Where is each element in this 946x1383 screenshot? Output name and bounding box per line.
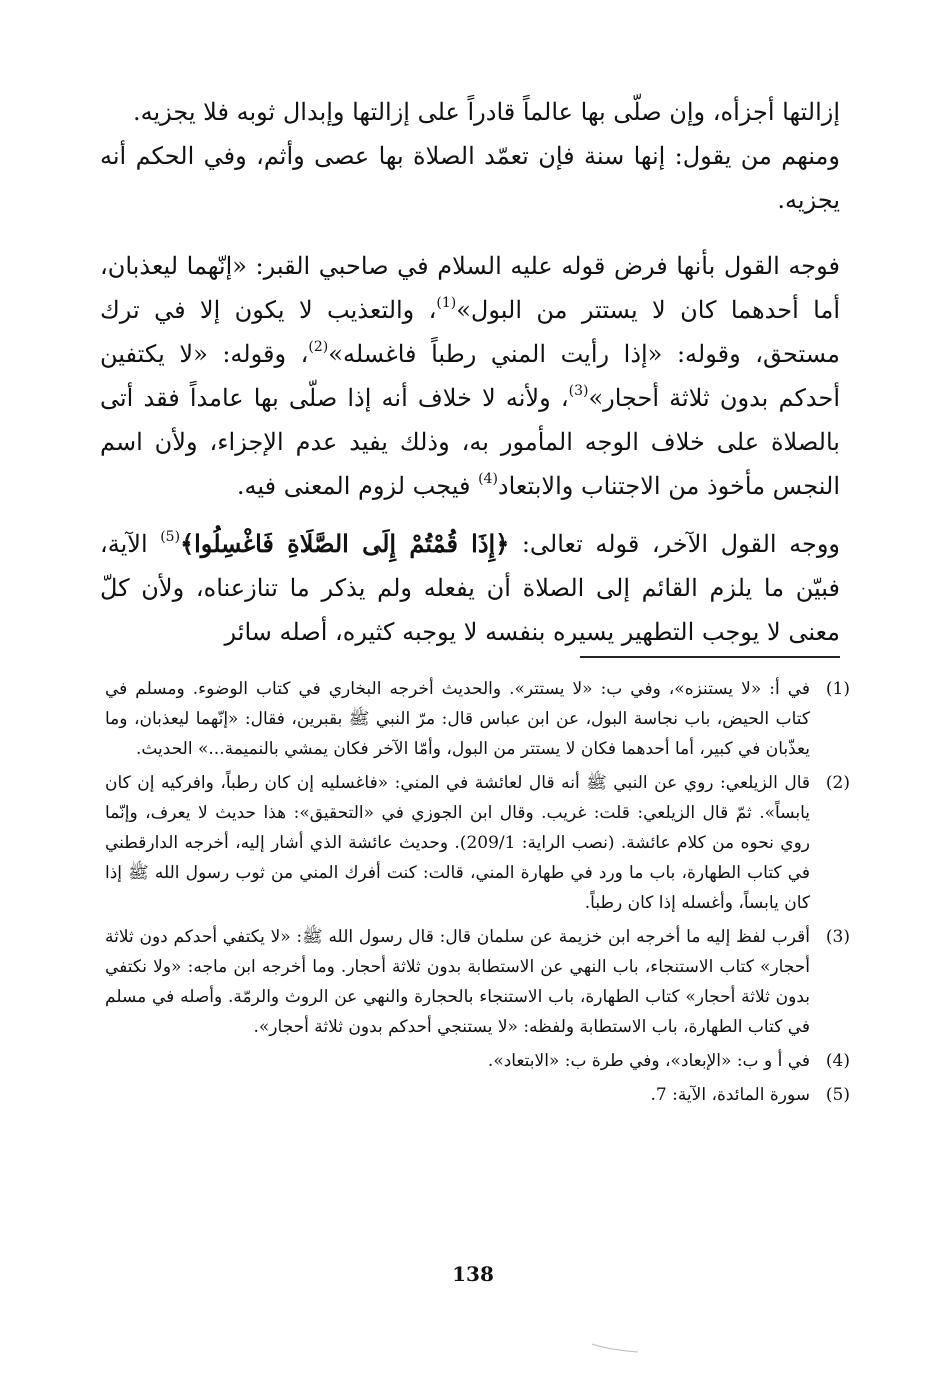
footnote-4 [105, 1046, 850, 1076]
paragraph-4-part-b: الآية، فبيّن ما يلزم القائم إلى الصلاة أن يفعله ولم يذكر ما تنازعناه، ولأن كلّ معنى لا يوجب التطهير يسيره بنفسه لا يوجبه كثيره، أصله سائر [100, 530, 840, 646]
paragraph-2-text: ومنهم من يقول: إنها سنة فإن تعمّد الصلاة بها عصى وأثم، وفي الحكم أنه يجزيه. [100, 142, 840, 214]
footnote-text: أقرب لفظ إليه ما أخرجه ابن خزيمة عن سلمان قال: قال رسول الله ﷺ: «لا يكتفي أحدكم دون ثلاثة أحجار» كتاب الاستنجاء، باب النهي عن الاستطابة بدون ثلاثة أحجار. وما أخرجه ابن ماجه: «ولا نكتفي بدون ثلاثة أحجار» كتاب الطهارة، باب الاستنجاء بالحجارة والنهي عن الروث والرمّة. وأصله في مسلم في كتاب الطهارة، باب الاستطابة ولفظه: «لا يستنجي أحدكم بدون ثلاثة أحجار». [105, 927, 810, 1037]
footnote-ref-1[interactable]: (1) [436, 295, 457, 311]
footnote-number: (3) [825, 927, 850, 947]
footnote-ref-2[interactable]: (2) [308, 339, 329, 355]
footnote-5 [105, 1080, 850, 1110]
paragraph-3-part-d: ، ولأنه لا خلاف أنه إذا صلّى بها عامداً فقد أتى بالصلاة على خلاف الوجه المأمور به، وذلك يفيد عدم الإجزاء، ولأن اسم النجس مأخوذ من الاجتناب والابتعاد [100, 384, 840, 500]
footnote-ref-3[interactable]: (3) [568, 383, 589, 399]
footnotes [105, 674, 850, 1114]
main-text [100, 90, 840, 654]
footnote-divider [580, 656, 840, 658]
footnote-text: سورة المائدة، الآية: 7. [650, 1085, 810, 1105]
footnote-text: في أ: «لا يستنزه»، وفي ب: «لا يستتر». والحديث أخرجه البخاري في كتاب الوضوء. ومسلم في كتاب الحيض، باب نجاسة البول، عن ابن عباس قال: مرّ النبي ﷺ بقبرين، فقال: «إنّهما ليعذبان، وما يعذّبان في كبير، أما أحدهما فكان لا يستتر من البول، وأمّا الآخر فكان يمشي بالنميمة...» الحديث. [105, 679, 810, 759]
scan-artifact [590, 1340, 640, 1354]
paragraph-3-part-c: ، وقوله: «لا يكتفين أحدكم بدون ثلاثة أحجار» [100, 340, 840, 412]
footnote-ref-5[interactable]: (5) [160, 529, 181, 545]
footnote-number: (4) [825, 1051, 850, 1071]
paragraph-3-part-e: فيجب لزوم المعنى فيه. [236, 472, 479, 500]
footnote-2 [105, 768, 850, 918]
footnote-number: (5) [825, 1085, 850, 1105]
footnote-number: (2) [825, 773, 850, 793]
paragraph-1-text: إزالتها أجزأه، وإن صلّى بها عالماً قادراً على إزالتها وإبدال ثوبه فلا يجزيه. [132, 98, 840, 126]
paragraph-3 [100, 244, 840, 508]
paragraph-4-part-a: ووجه القول الآخر، قوله تعالى: [509, 530, 841, 558]
footnote-ref-4[interactable]: (4) [478, 471, 498, 487]
quran-verse: ﴿إِذَا قُمْتُمْ إِلَى الصَّلَاةِ فَاغْسِلُوا﴾ [180, 529, 510, 558]
paragraph-4 [100, 522, 840, 654]
footnote-1 [105, 674, 850, 764]
footnote-3 [105, 922, 850, 1042]
footnote-number: (1) [825, 679, 850, 699]
paragraph-3-part-b: ، والتعذيب لا يكون إلا في ترك مستحق، وقوله: «إذا رأيت المني رطباً فاغسله» [100, 296, 841, 368]
paragraph-3-part-a: فوجه القول بأنها فرض قوله عليه السلام في صاحبي القبر: «إنّهما ليعذبان، أما أحدهما كان لا يستتر من البول» [100, 252, 840, 324]
paragraph-1 [100, 90, 840, 134]
footnote-text: في أ و ب: «الإبعاد»، وفي طرة ب: «الابتعاد». [487, 1051, 810, 1071]
paragraph-2 [100, 134, 840, 222]
footnote-text: قال الزيلعي: روي عن النبي ﷺ أنه قال لعائشة في المني: «فاغسليه إن كان رطباً، وافركيه إن كان يابساً». ثمّ قال الزيلعي: قلت: غريب. وقال ابن الجوزي في «التحقيق»: هذا حديث لا يعرف، وإنّما روي نحوه من كلام عائشة. (نصب الراية: 209/1). وحديث عائشة الذي أشار إليه، أخرجه الدارقطني في كتاب الطهارة، باب ما ورد في طهارة المني، قالت: كنت أفرك المني من ثوب رسول الله ﷺ إذا كان يابساً، وأغسله إذا كان رطباً. [105, 773, 810, 913]
page-number: 138 [452, 1262, 494, 1286]
